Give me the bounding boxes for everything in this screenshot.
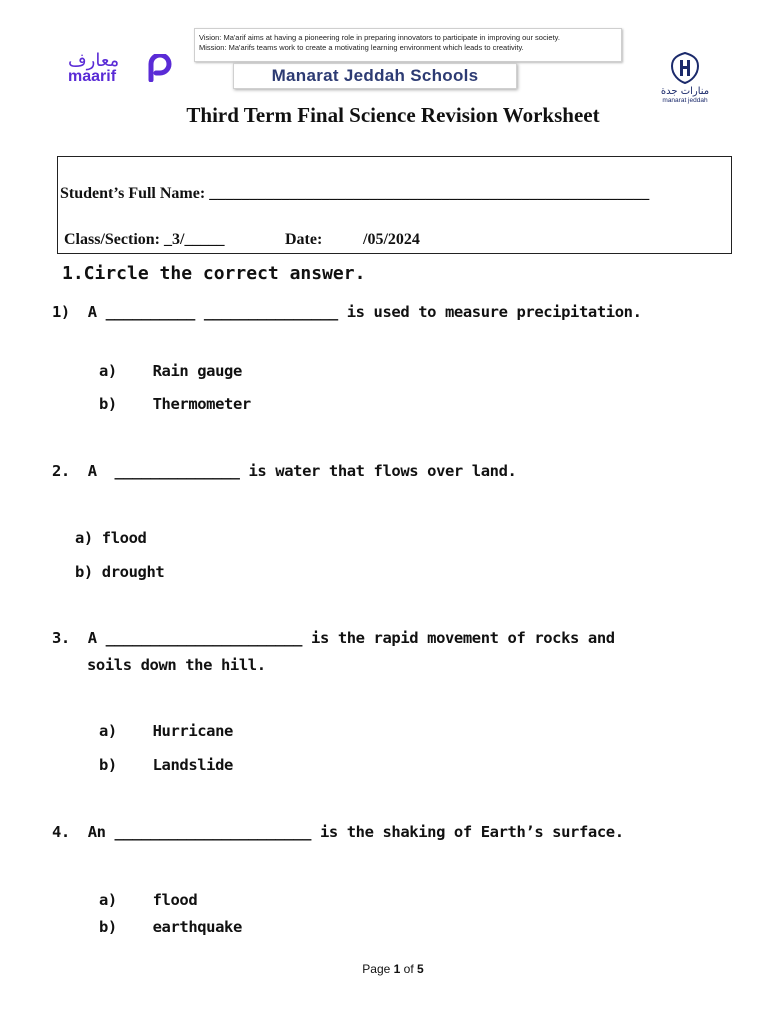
section-title: 1.Circle the correct answer. [62,263,366,284]
shield-icon [670,52,700,84]
maarif-logo-text: maarif [68,68,117,85]
question-1-option-a[interactable]: a) Rain gauge [99,362,242,380]
vision-mission-box [194,28,622,62]
page-word: Page [362,962,391,976]
page-title: Third Term Final Science Revision Worksheet [186,103,600,127]
question-4-option-b[interactable]: b) earthquake [99,918,242,936]
question-2-text: 2. A ______________ is water that flows over land. [52,462,517,480]
question-2-option-a[interactable]: a) flood [75,529,147,547]
question-1-text: 1) A __________ _______________ is used to measure precipitation. [52,303,642,321]
question-4-option-a[interactable]: a) flood [99,891,198,909]
question-4-text: 4. An ______________________ is the shaking of Earth’s surface. [52,823,624,841]
page-footer [0,962,768,976]
question-3-text: 3. A ______________________ is the rapid movement of rocks and [52,629,615,647]
manarat-logo-arabic: منارات جدة [660,86,710,97]
class-section-field[interactable]: Class/Section: _3/_____ [64,231,225,248]
page-number: 1 [393,962,401,976]
date-field[interactable]: /05/2024 [363,231,420,248]
manarat-logo-text: manarat jeddah [662,97,708,104]
vision-statement: Vision: Ma'arif aims at having a pioneering role in preparing innovators to participate in improving our society. [199,33,560,42]
school-name-banner [233,63,517,89]
maarif-mark-icon [146,54,174,82]
page-total: 5 [417,962,424,976]
question-3-option-a[interactable]: a) Hurricane [99,722,233,740]
manarat-jeddah-logo [650,52,720,106]
question-2-option-b[interactable]: b) drought [75,563,165,581]
question-3-text-continued: soils down the hill. [87,656,266,674]
date-label: Date: [285,231,323,248]
mission-statement: Mission: Ma'arifs teams work to create a motivating learning environment which leads to creativity. [199,43,524,52]
question-3-option-b[interactable]: b) Landslide [99,756,233,774]
maarif-logo-arabic: معارف [68,50,120,71]
of-word: of [403,962,414,976]
student-info-box [57,156,732,254]
maarif-logo [64,50,174,86]
question-1-option-b[interactable]: b) Thermometer [99,395,251,413]
student-name-field[interactable]: Student’s Full Name: _______________________________________________________ [60,185,650,202]
school-name: Manarat Jeddah Schools [271,66,479,85]
